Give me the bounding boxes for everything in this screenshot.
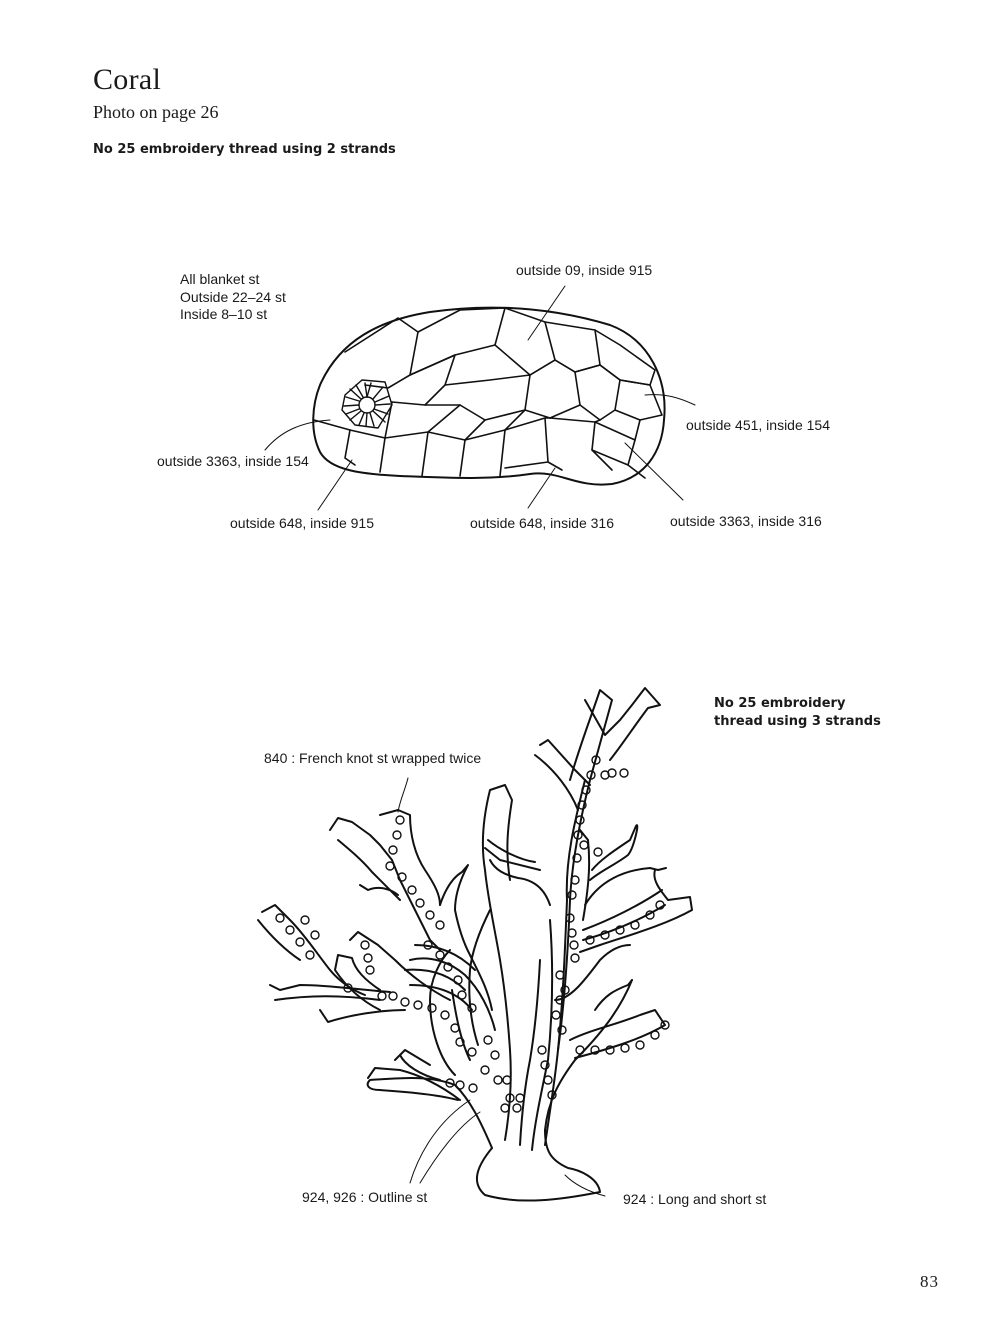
label-long-short-stitch: 924 : Long and short st <box>623 1191 767 1207</box>
page-number: 83 <box>920 1272 939 1291</box>
label-bottom-right: outside 3363, inside 316 <box>670 513 822 529</box>
photo-reference: Photo on page 26 <box>93 102 219 122</box>
label-bottom-mid: outside 648, inside 316 <box>470 515 614 531</box>
branch-thread-note-line-2: thread using 3 strands <box>714 714 881 729</box>
stitch-note-line-3: Inside 8–10 st <box>180 306 268 322</box>
branch-thread-note-line-1: No 25 embroidery <box>714 696 846 711</box>
trunk-outline <box>477 980 632 1201</box>
label-right: outside 451, inside 154 <box>686 417 830 433</box>
label-french-knot: 840 : French knot st wrapped twice <box>264 750 482 766</box>
brain-coral-drawing <box>265 286 695 510</box>
label-bottom-left: outside 648, inside 915 <box>230 515 374 531</box>
label-outline-stitch: 924, 926 : Outline st <box>302 1189 428 1205</box>
brain-coral-thread-note: No 25 embroidery thread using 2 strands <box>93 142 396 157</box>
branch-coral-drawing <box>258 688 692 1201</box>
label-top: outside 09, inside 915 <box>516 262 653 278</box>
stitch-note-line-1: All blanket st <box>180 271 260 287</box>
stitch-note-line-2: Outside 22–24 st <box>180 289 286 305</box>
label-left: outside 3363, inside 154 <box>157 453 309 469</box>
french-knots <box>276 756 669 1112</box>
brain-leader-lines <box>265 286 695 510</box>
page-title: Coral <box>93 63 162 96</box>
